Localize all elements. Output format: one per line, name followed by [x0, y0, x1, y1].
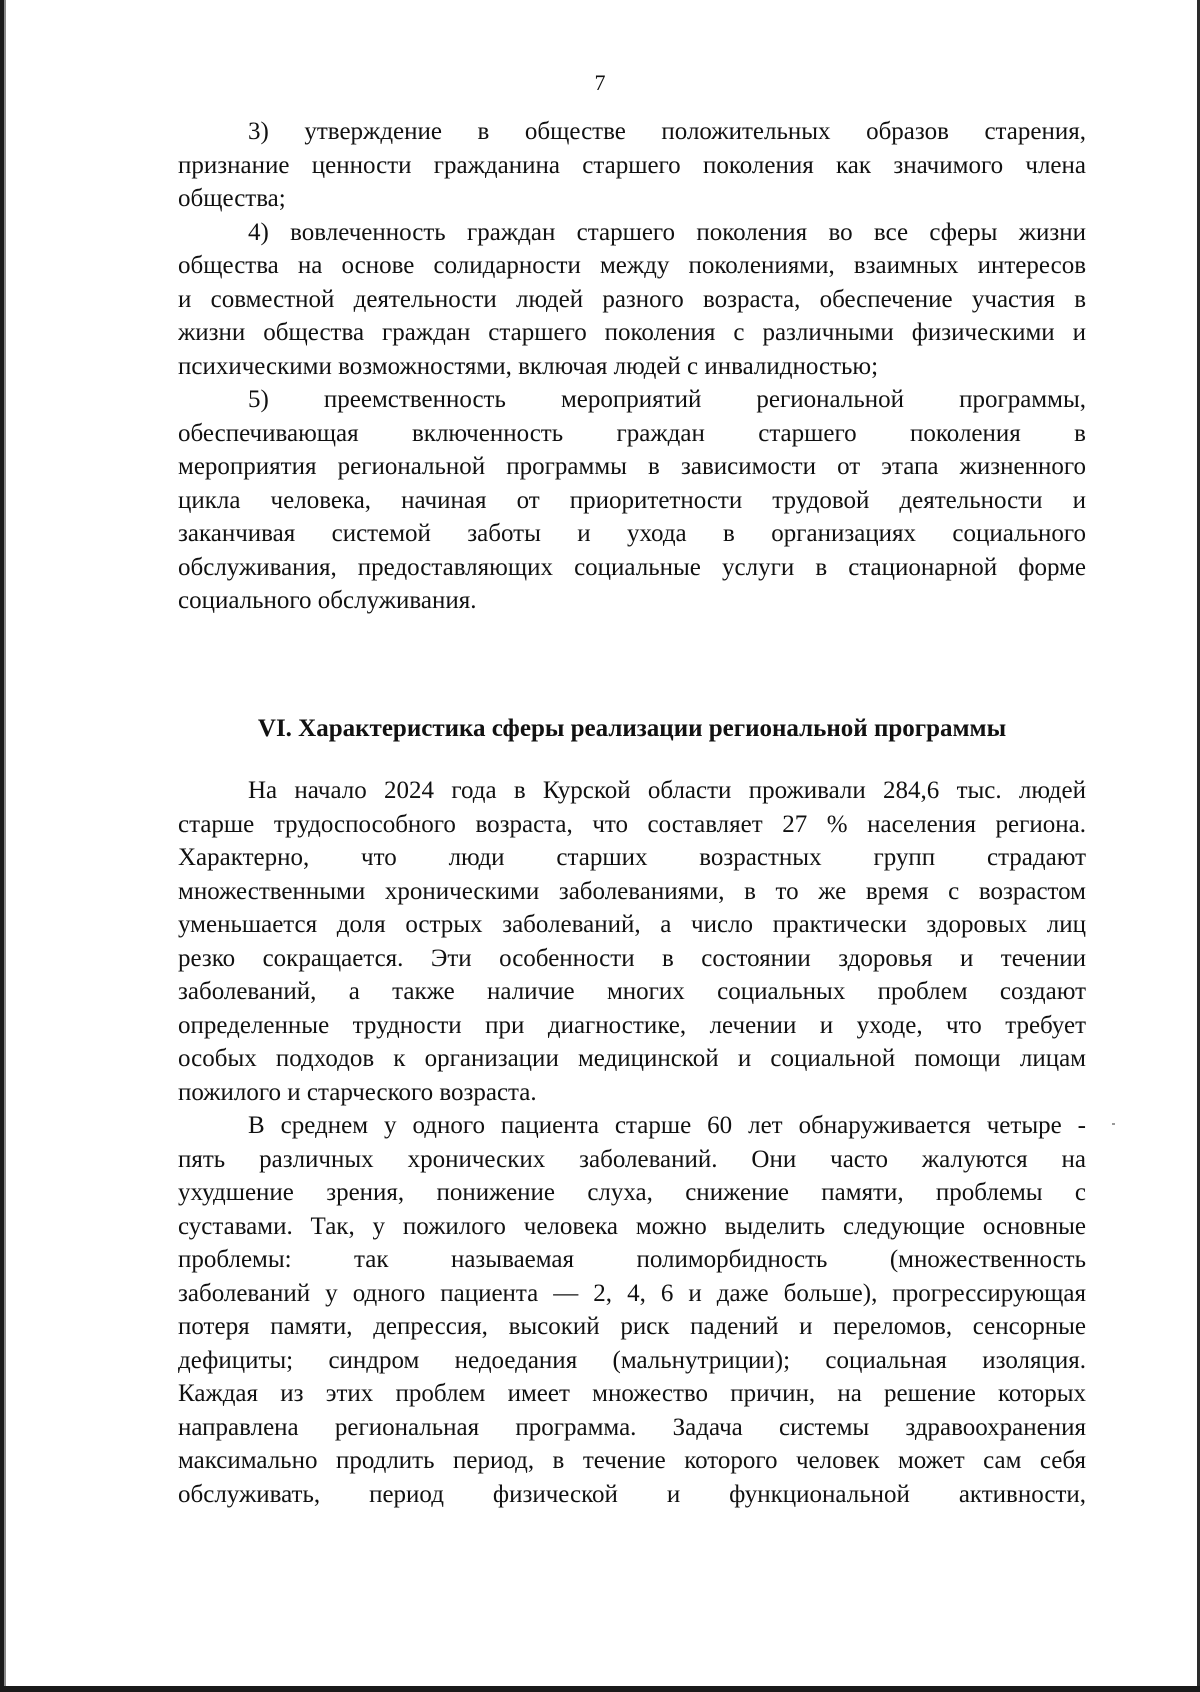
text-line: обеспечивающая включенность граждан старшего поколения в [178, 419, 1086, 447]
text-line: психическими возможностями, включая людей с инвалидностью; [178, 352, 879, 380]
text-line: социального обслуживания. [178, 587, 477, 614]
text-line: потеря памяти, депрессия, высокий риск падений и переломов, сенсорные [178, 1313, 1086, 1340]
text-line: Каждая из этих проблем имеет множество причин, на решение которых [178, 1380, 1086, 1407]
text-line: дефициты; синдром недоедания (мальнутриции); социальная изоляция. [178, 1346, 1086, 1374]
text-line: общества; [178, 185, 286, 212]
text-line: признание ценности гражданина старшего поколения как значимого члена [178, 151, 1086, 179]
text-line: и совместной деятельности людей разного возраста, обеспечение участия в [178, 285, 1086, 313]
text-line: уменьшается доля острых заболеваний, а число практически здоровых лиц [178, 911, 1086, 938]
text-line: пожилого и старческого возраста. [178, 1078, 537, 1106]
text-line: определенные трудности при диагностике, лечении и уходе, что требует [178, 1011, 1086, 1039]
text-line: заканчивая системой заботы и ухода в организациях социального [178, 520, 1086, 547]
text-line: обслуживать, период физической и функциональной активности, [178, 1480, 1086, 1508]
text-line: В среднем у одного пациента старше 60 лет обнаруживается четыре - [248, 1112, 1086, 1139]
scan-border-left-shadow [4, 0, 6, 1692]
text-line: множественными хроническими заболеваниями, в то же время с возрастом [178, 877, 1086, 905]
scan-speck [1112, 1123, 1115, 1125]
text-line: Характерно, что люди старших возрастных групп страдают [178, 844, 1086, 871]
text-line: проблемы: так называемая полиморбидность (множественность [178, 1246, 1086, 1273]
text-line: 5) преемственность мероприятий региональной программы, [248, 386, 1086, 413]
text-line: пять различных хронических заболеваний. Они часто жалуются на [178, 1145, 1086, 1173]
text-line: мероприятия региональной программы в зависимости от этапа жизненного [178, 453, 1086, 480]
text-line: жизни общества граждан старшего поколения с различными физическими и [178, 319, 1086, 346]
scan-border-bottom [0, 1686, 1200, 1692]
principles-list [178, 115, 1086, 618]
text-line: 3) утверждение в обществе положительных образов старения, [248, 118, 1086, 145]
text-line: резко сокращается. Эти особенности в состоянии здоровья и течении [178, 944, 1086, 972]
text-line: ухудшение зрения, понижение слуха, снижение памяти, проблемы с [178, 1179, 1086, 1206]
text-line: суставами. Так, у пожилого человека можно выделить следующие основные [178, 1212, 1086, 1240]
text-line: заболеваний у одного пациента — 2, 4, 6 и даже больше), прогрессирующая [178, 1279, 1086, 1307]
text-line: особых подходов к организации медицинской и социальной помощи лицам [178, 1045, 1086, 1072]
text-line: направлена региональная программа. Задача системы здравоохранения [178, 1413, 1086, 1441]
text-line: обслуживания, предоставляющих социальные услуги в стационарной форме [178, 553, 1086, 581]
text-line: заболеваний, а также наличие многих социальных проблем создают [178, 978, 1086, 1005]
text-line: 4) вовлеченность граждан старшего поколения во все сферы жизни [248, 218, 1086, 246]
text-line: цикла человека, начиная от приоритетности трудовой деятельности и [178, 486, 1086, 514]
text-line: максимально продлить период, в течение которого человек может сам себя [178, 1447, 1086, 1474]
text-line: старше трудоспособного возраста, что составляет 27 % населения региона. [178, 810, 1086, 838]
text-line: общества на основе солидарности между поколениями, взаимных интересов [178, 252, 1086, 279]
section-body [178, 774, 1086, 1511]
text-line: На начало 2024 года в Курской области проживали 284,6 тыс. людей [248, 777, 1086, 804]
section-heading: VI. Характеристика сферы реализации региональной программы [257, 715, 1007, 742]
page-number: 7 [594, 70, 606, 95]
